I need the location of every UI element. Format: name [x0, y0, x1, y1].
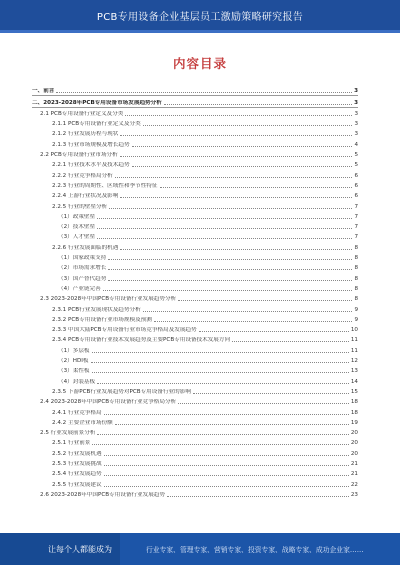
toc-leader-dots — [132, 166, 353, 167]
toc-entry-page: 20 — [350, 450, 358, 457]
toc-entry-page: 9 — [354, 316, 358, 323]
toc-entry[interactable] — [32, 180, 358, 190]
toc-entry-page: 23 — [350, 491, 358, 498]
toc-entry[interactable] — [32, 293, 358, 303]
toc-leader-dots — [97, 228, 352, 229]
toc-entry-title: 2.3.2 PCB专用设备行业市场规模及预测 — [52, 316, 152, 323]
toc-entry-title: 2.5 行业发展前景分析 — [40, 430, 96, 437]
toc-leader-dots — [104, 475, 349, 476]
toc-leader-dots — [103, 290, 353, 291]
toc-entry-page: 3 — [354, 110, 358, 117]
toc-entry-page: 5 — [354, 162, 358, 169]
toc-leader-dots — [120, 249, 352, 250]
toc-entry[interactable] — [32, 241, 358, 251]
toc-entry-title: 2.3.5 下游PCB行业发展趋势对PCB专用设备行业的影响 — [52, 388, 191, 395]
toc-entry-title: 一、前言 — [32, 88, 55, 95]
toc-entry[interactable] — [32, 437, 358, 447]
toc-entry-page: 8 — [354, 296, 358, 303]
toc-entry-title: 2.2.1 行业技术水平及技术趋势 — [52, 162, 130, 169]
toc-leader-dots — [108, 269, 352, 270]
toc-entry-title: 2.3.3 中国大陆PCB专用设备行业市场竞争格局及发展趋势 — [52, 327, 197, 334]
toc-entry-page: 5 — [354, 152, 358, 159]
toc-leader-dots — [108, 259, 352, 260]
toc-leader-dots — [164, 104, 352, 105]
toc-entry[interactable] — [32, 128, 358, 138]
toc-entry[interactable] — [32, 221, 358, 231]
toc-entry-page: 3 — [354, 131, 358, 138]
toc-entry-title: 2.4.1 行业竞争格局 — [52, 409, 102, 416]
toc-entry[interactable] — [32, 272, 358, 282]
toc-entry-title: 2.2.6 行业发展面临的机遇 — [52, 244, 119, 251]
toc-heading: 内容目录 — [172, 56, 227, 71]
toc-entry-title: 2.3.1 PCB行业发展现状及趋势分析 — [52, 306, 141, 313]
table-of-contents — [32, 85, 358, 499]
toc-leader-dots — [193, 393, 349, 394]
toc-entry-title: 2.4.2 主要企业市场份额 — [52, 419, 113, 426]
toc-entry-page: 6 — [354, 193, 358, 200]
toc-leader-dots — [232, 341, 349, 342]
toc-leader-dots — [125, 115, 352, 116]
toc-entry-page: 19 — [350, 419, 358, 426]
toc-entry[interactable] — [32, 169, 358, 179]
toc-leader-dots — [120, 156, 353, 157]
toc-leader-dots — [104, 455, 349, 456]
toc-leader-dots — [109, 208, 352, 209]
toc-entry-title: 2.5.3 行业发展挑战 — [52, 460, 102, 467]
toc-leader-dots — [97, 238, 352, 239]
toc-entry-title: 2.5.4 行业发展趋势 — [52, 471, 102, 478]
toc-leader-dots — [143, 311, 353, 312]
toc-entry-page: 18 — [350, 409, 358, 416]
toc-entry-title: （2）HDI板 — [58, 358, 89, 365]
toc-entry-page: 8 — [354, 275, 358, 282]
toc-entry-title: （2）市场需求增长 — [58, 265, 107, 272]
toc-entry-title: 2.3 2023-2028年中国PCB专用设备行业发展趋势分析 — [40, 296, 177, 303]
toc-entry-page: 12 — [350, 358, 358, 365]
toc-entry-page: 8 — [354, 244, 358, 251]
toc-entry-title: （4）封装基板 — [58, 378, 96, 385]
toc-entry-title: 2.3.4 PCB专用设备行业技术发展趋势及主要PCB专用设备技术发展方向 — [52, 337, 231, 344]
toc-entry[interactable] — [32, 159, 358, 169]
toc-leader-dots — [167, 496, 349, 497]
toc-entry-page: 11 — [350, 347, 358, 354]
toc-leader-dots — [92, 444, 348, 445]
toc-entry[interactable] — [32, 283, 358, 293]
toc-entry-title: 2.2 PCB专用设备行业市场分析 — [40, 152, 118, 159]
toc-entry[interactable] — [32, 324, 358, 334]
toc-leader-dots — [97, 218, 352, 219]
toc-entry-page: 20 — [350, 440, 358, 447]
toc-entry-title: 2.5.5 行业发展建议 — [52, 481, 102, 488]
header-stripe — [0, 30, 400, 33]
toc-entry[interactable] — [32, 386, 358, 396]
toc-entry-title: 2.2.4 上游行业状况及影响 — [52, 193, 119, 200]
toc-entry-title: 2.1.3 行业市场规模及增长趋势 — [52, 141, 130, 148]
toc-entry[interactable] — [32, 138, 358, 148]
toc-entry-page: 21 — [350, 471, 358, 478]
toc-entry-title: 二、2023-2028年PCB专用设备市场发展趋势分析 — [32, 99, 162, 106]
footer-bar — [0, 533, 400, 565]
toc-entry-page: 11 — [350, 337, 358, 344]
toc-leader-dots — [178, 403, 349, 404]
toc-leader-dots — [108, 280, 352, 281]
toc-entry[interactable] — [32, 314, 358, 324]
toc-entry[interactable] — [32, 355, 358, 365]
toc-entry[interactable] — [32, 396, 358, 406]
toc-leader-dots — [92, 372, 349, 373]
toc-entry[interactable] — [32, 478, 358, 488]
toc-leader-dots — [154, 321, 353, 322]
header-bar — [0, 0, 400, 30]
toc-leader-dots — [199, 331, 349, 332]
toc-entry[interactable] — [32, 211, 358, 221]
toc-entry-title: （3）国产替代趋势 — [58, 275, 107, 282]
toc-entry-page: 3 — [354, 88, 358, 95]
toc-entry-page: 7 — [354, 234, 358, 241]
toc-entry-page: 20 — [350, 430, 358, 437]
toc-entry[interactable] — [32, 334, 358, 344]
toc-entry[interactable] — [32, 344, 358, 354]
toc-entry-page: 8 — [354, 285, 358, 292]
toc-entry-page: 13 — [350, 368, 358, 375]
toc-entry[interactable] — [32, 108, 358, 118]
toc-entry[interactable] — [32, 200, 358, 210]
toc-entry-page: 6 — [354, 182, 358, 189]
toc-leader-dots — [91, 362, 349, 363]
toc-entry-page: 8 — [354, 265, 358, 272]
toc-entry-title: 2.6 2023-2028年中国PCB专用设备行业发展趋势 — [40, 491, 165, 498]
toc-entry-page: 22 — [350, 481, 358, 488]
toc-entry-title: （1）多层板 — [58, 347, 90, 354]
footer-tagline: 行业专家、管理专家、营销专家、投资专家、战略专家、成功企业家…… — [146, 546, 364, 554]
toc-entry[interactable] — [32, 375, 358, 385]
footer-slogan: 让每个人都能成为 — [48, 544, 112, 554]
toc-entry[interactable] — [32, 458, 358, 468]
toc-leader-dots — [143, 125, 353, 126]
toc-entry-page: 9 — [354, 306, 358, 313]
toc-entry[interactable] — [32, 118, 358, 128]
toc-entry-page: 7 — [354, 224, 358, 231]
toc-entry[interactable] — [32, 427, 358, 437]
toc-entry-title: 2.1.1 PCB专用设备行业定义及分类 — [52, 121, 141, 128]
toc-entry-page: 7 — [354, 213, 358, 220]
toc-entry-page: 10 — [350, 327, 358, 334]
toc-entry[interactable] — [32, 303, 358, 313]
toc-entry[interactable] — [32, 365, 358, 375]
toc-entry-page: 21 — [350, 460, 358, 467]
toc-entry[interactable] — [32, 262, 358, 272]
toc-entry[interactable] — [32, 468, 358, 478]
toc-leader-dots — [104, 465, 349, 466]
toc-entry-page: 8 — [354, 255, 358, 262]
toc-entry-page: 15 — [350, 388, 358, 395]
toc-entry-title: 2.1 PCB专用设备行业定义及分类 — [40, 110, 124, 117]
toc-leader-dots — [104, 414, 349, 415]
toc-entry[interactable] — [32, 149, 358, 159]
toc-entry[interactable] — [32, 85, 358, 96]
toc-entry-title: （1）国家政策支持 — [58, 255, 107, 262]
toc-leader-dots — [160, 187, 353, 188]
toc-leader-dots — [56, 92, 352, 93]
toc-entry-title: （4）产业链完善 — [58, 285, 101, 292]
toc-entry-title: 2.5.2 行业发展机遇 — [52, 450, 102, 457]
toc-leader-dots — [92, 352, 349, 353]
toc-entry[interactable] — [32, 96, 358, 107]
toc-entry-page: 6 — [354, 172, 358, 179]
toc-leader-dots — [115, 177, 353, 178]
toc-entry[interactable] — [32, 252, 358, 262]
toc-entry-page: 14 — [350, 378, 358, 385]
toc-entry-page: 7 — [354, 203, 358, 210]
toc-entry-page: 3 — [354, 99, 358, 106]
toc-entry[interactable] — [32, 489, 358, 499]
toc-leader-dots — [104, 486, 349, 487]
toc-entry[interactable] — [32, 190, 358, 200]
toc-entry-title: 2.2.5 行业的壁垒分析 — [52, 203, 108, 210]
toc-entry-title: 2.1.2 行业发展历程与现状 — [52, 131, 119, 138]
toc-entry-title: 2.5.1 行业前景 — [52, 440, 91, 447]
toc-entry-title: （1）政策壁垒 — [58, 213, 96, 220]
toc-entry-title: 2.2.2 行业竞争格局分析 — [52, 172, 113, 179]
toc-leader-dots — [132, 146, 353, 147]
document-title: PCB专用设备企业基层员工激励策略研究报告 — [96, 11, 304, 23]
toc-entry[interactable] — [32, 231, 358, 241]
toc-leader-dots — [97, 434, 348, 435]
toc-entry-title: 2.2.3 行业的周期性、区域性和季节性特征 — [52, 182, 158, 189]
toc-entry-page: 4 — [354, 141, 358, 148]
toc-leader-dots — [120, 135, 352, 136]
toc-entry-page: 3 — [354, 121, 358, 128]
toc-entry[interactable] — [32, 447, 358, 457]
toc-leader-dots — [97, 383, 349, 384]
toc-entry[interactable] — [32, 406, 358, 416]
toc-entry-page: 18 — [350, 399, 358, 406]
toc-entry-title: （3）柔性板 — [58, 368, 90, 375]
toc-leader-dots — [120, 197, 352, 198]
toc-entry[interactable] — [32, 417, 358, 427]
toc-entry-title: （3）人才壁垒 — [58, 234, 96, 241]
toc-leader-dots — [115, 424, 349, 425]
toc-entry-title: （2）技术壁垒 — [58, 224, 96, 231]
toc-entry-title: 2.4 2023-2028年中国PCB专用设备行业竞争格局分析 — [40, 399, 177, 406]
toc-leader-dots — [178, 300, 352, 301]
